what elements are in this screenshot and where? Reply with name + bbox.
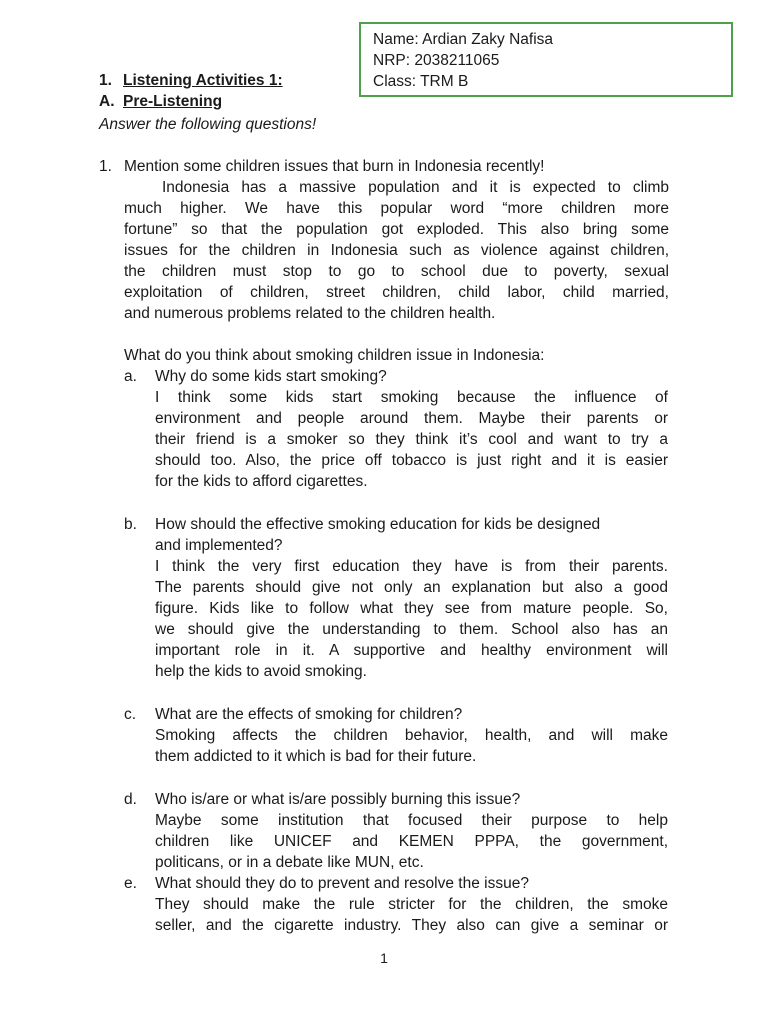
- q1-answer-line: Indonesia has a massive population and it is expected to climb: [162, 179, 669, 196]
- q1-answer-line: much higher. We have this popular word “more children more: [124, 200, 669, 217]
- sub-d-label: d.: [124, 791, 137, 808]
- q1-sub-intro: What do you think about smoking children issue in Indonesia:: [124, 347, 545, 364]
- sub-c-answer-line: Smoking affects the children behavior, health, and will make: [155, 727, 668, 744]
- section-number-1: 1.: [99, 72, 112, 89]
- q1-number: 1.: [99, 158, 112, 175]
- sub-b-answer-line: I think the very first education they have is from their parents.: [155, 558, 668, 575]
- section-number-2: A.: [99, 93, 115, 110]
- sub-b-answer-line: important role in it. A supportive and healthy environment will: [155, 642, 668, 659]
- sub-d-question: Who is/are or what is/are possibly burning this issue?: [155, 791, 521, 808]
- sub-b-answer-line: help the kids to avoid smoking.: [155, 663, 367, 680]
- sub-a-answer-line: their friend is a smoker so they think it’s cool and want to try a: [155, 431, 668, 448]
- sub-d-answer: [155, 810, 668, 873]
- instruction: Answer the following questions!: [99, 116, 317, 133]
- sub-e-answer-line: They should make the rule stricter for the children, the smoke: [155, 896, 668, 913]
- sub-b-answer: [155, 556, 668, 682]
- sub-c-answer-line: them addicted to it which is bad for their future.: [155, 748, 477, 765]
- sub-b-answer-line: we should give the understanding to them. School also has an: [155, 621, 668, 638]
- sub-d-answer-line: children like UNICEF and KEMEN PPPA, the government,: [155, 833, 668, 850]
- sub-a-answer-line: should too. Also, the price off tobacco is just right and it is easier: [155, 452, 668, 469]
- sub-e-answer-line: seller, and the cigarette industry. They also can give a seminar or: [155, 917, 668, 934]
- q1-answer-line: exploitation of children, street children, child labor, child married,: [124, 284, 669, 301]
- section-title-2: Pre-Listening: [123, 93, 223, 110]
- sub-b-answer-line: The parents should give not only an explanation but also a good: [155, 579, 668, 596]
- sub-a-answer-line: for the kids to afford cigarettes.: [155, 473, 368, 490]
- sub-b-answer-line: figure. Kids like to follow what they see from mature people. So,: [155, 600, 668, 617]
- sub-b-label: b.: [124, 516, 137, 533]
- sub-e-label: e.: [124, 875, 137, 892]
- q1-answer: [124, 177, 669, 324]
- sub-a-answer: [155, 387, 668, 492]
- sub-b-question-line: How should the effective smoking education for kids be designed: [155, 516, 601, 533]
- sub-a-question: Why do some kids start smoking?: [155, 368, 387, 385]
- sub-d-answer-line: politicans, or in a debate like MUN, etc.: [155, 854, 424, 871]
- student-class: Class: TRM B: [373, 73, 469, 90]
- sub-e-question: What should they do to prevent and resolve the issue?: [155, 875, 529, 892]
- sub-a-answer-line: I think some kids start smoking because the influence of: [155, 389, 668, 406]
- q1-answer-line: fortune” so that the population got exploded. This also bring some: [124, 221, 669, 238]
- sub-c-label: c.: [124, 706, 137, 723]
- sub-a-answer-line: environment and people around them. Maybe their parents or: [155, 410, 668, 427]
- sub-c-answer: [155, 725, 668, 767]
- sub-d-answer-line: Maybe some institution that focused their purpose to help: [155, 812, 668, 829]
- sub-c-question: What are the effects of smoking for children?: [155, 706, 463, 723]
- sub-a-label: a.: [124, 368, 137, 385]
- q1-answer-line: and numerous problems related to the children health.: [124, 305, 496, 322]
- section-title-1: Listening Activities 1:: [123, 72, 283, 89]
- page-number: 1: [380, 950, 388, 966]
- sub-e-answer: [155, 894, 668, 936]
- q1-answer-line: issues for the children in Indonesia such as violence against children,: [124, 242, 669, 259]
- section-heading-1: [99, 70, 283, 91]
- student-info-box: [359, 22, 733, 97]
- q1-answer-line: the children must stop to go to school due to poverty, sexual: [124, 263, 669, 280]
- section-heading-2: [99, 91, 222, 112]
- student-nrp: NRP: 2038211065: [373, 52, 500, 69]
- sub-b-question-line: and implemented?: [155, 537, 283, 554]
- student-name: Name: Ardian Zaky Nafisa: [373, 31, 554, 48]
- q1-question: Mention some children issues that burn in Indonesia recently!: [124, 158, 545, 175]
